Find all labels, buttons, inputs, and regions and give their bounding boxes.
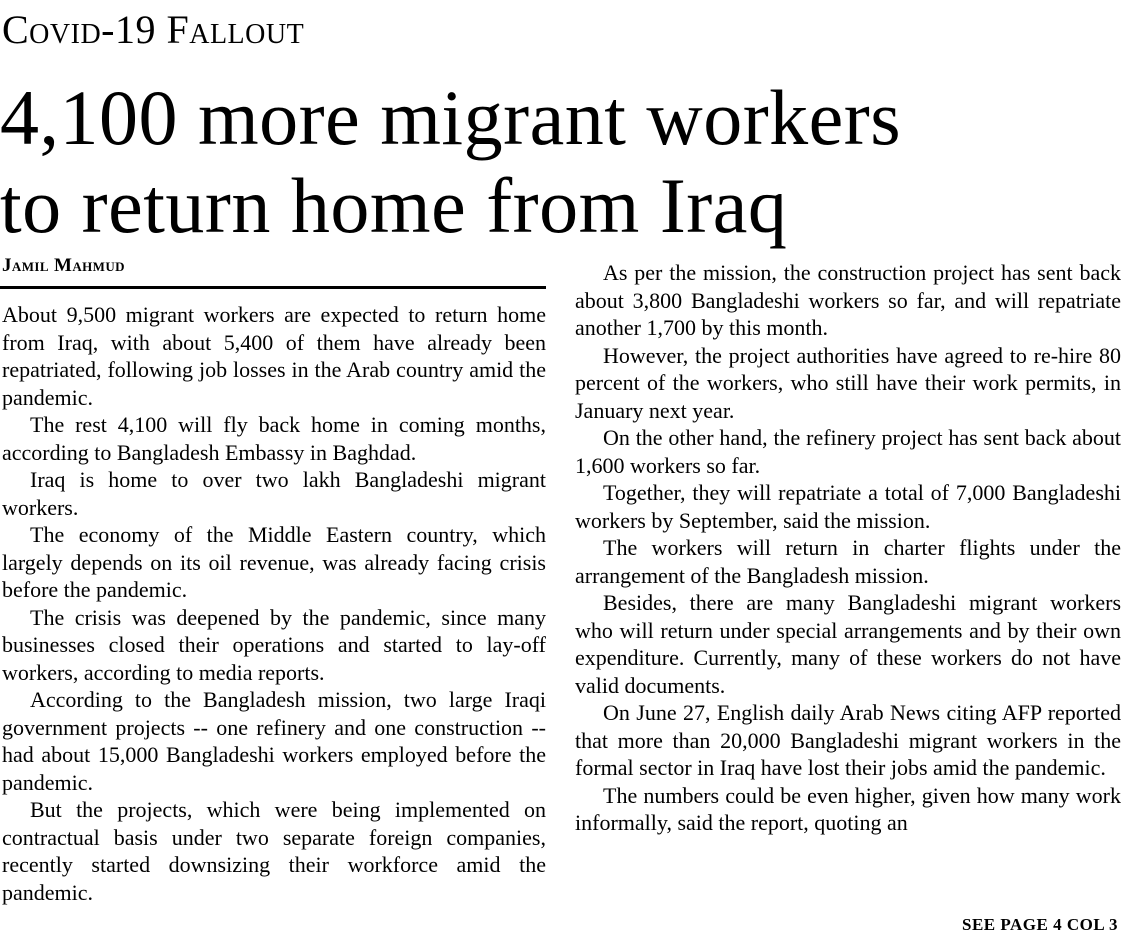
paragraph: On the other hand, the refinery project has sent back about 1,600 workers so far. (575, 425, 1121, 478)
section-kicker: Covid-19 Fallout (2, 7, 305, 52)
paragraph: The numbers could be even higher, given how many work informally, said the report, quoting an (575, 782, 1121, 835)
article-column-left (2, 301, 546, 906)
article-headline (0, 74, 1121, 250)
paragraph: About 9,500 migrant workers are expected to return home from Iraq, with about 5,400 of them have already been repatriated, following job losses in the Arab country amid the pandemic. (2, 302, 546, 410)
headline-line-1: 4,100 more migrant workers (0, 74, 902, 161)
paragraph: However, the project authorities have agreed to re-hire 80 percent of the workers, who still have their work permits, in January next year. (575, 342, 1121, 423)
paragraph: Besides, there are many Bangladeshi migrant workers who will return under special arrangements and by their own expenditure. Currently, many of these workers do not have valid documents. (575, 590, 1121, 698)
paragraph: On June 27, English daily Arab News citing AFP reported that more than 20,000 Bangladeshi migrant workers in the formal sector in Iraq have lost their jobs amid the pandemic. (575, 700, 1121, 780)
paragraph: The workers will return in charter flights under the arrangement of the Bangladesh mission. (575, 535, 1121, 588)
article-column-right (575, 259, 1121, 837)
paragraph: The rest 4,100 will fly back home in coming months, according to Bangladesh Embassy in Baghdad. (2, 412, 546, 465)
continuation-jump: SEE PAGE 4 COL 3 (962, 915, 1118, 934)
paragraph: According to the Bangladesh mission, two large Iraqi government projects -- one refinery and one construction -- had about 15,000 Bangladeshi workers employed before the pandemic. (2, 687, 546, 795)
author-byline: Jamil Mahmud (2, 255, 125, 276)
headline-line-2: to return home from Iraq (0, 162, 788, 249)
paragraph: But the projects, which were being implemented on contractual basis under two separate foreign companies, recently started downsizing their workforce amid the pandemic. (2, 797, 546, 905)
paragraph: Together, they will repatriate a total of 7,000 Bangladeshi workers by September, said the mission. (575, 480, 1121, 533)
paragraph: The economy of the Middle Eastern country, which largely depends on its oil revenue, was already facing crisis before the pandemic. (2, 522, 546, 602)
paragraph: The crisis was deepened by the pandemic, since many businesses closed their operations and started to lay-off workers, according to media reports. (2, 604, 546, 685)
paragraph: As per the mission, the construction project has sent back about 3,800 Bangladeshi workers so far, and will repatriate another 1,700 by this month. (575, 260, 1121, 340)
paragraph: Iraq is home to over two lakh Bangladeshi migrant workers. (2, 467, 546, 520)
byline-rule (0, 286, 546, 289)
